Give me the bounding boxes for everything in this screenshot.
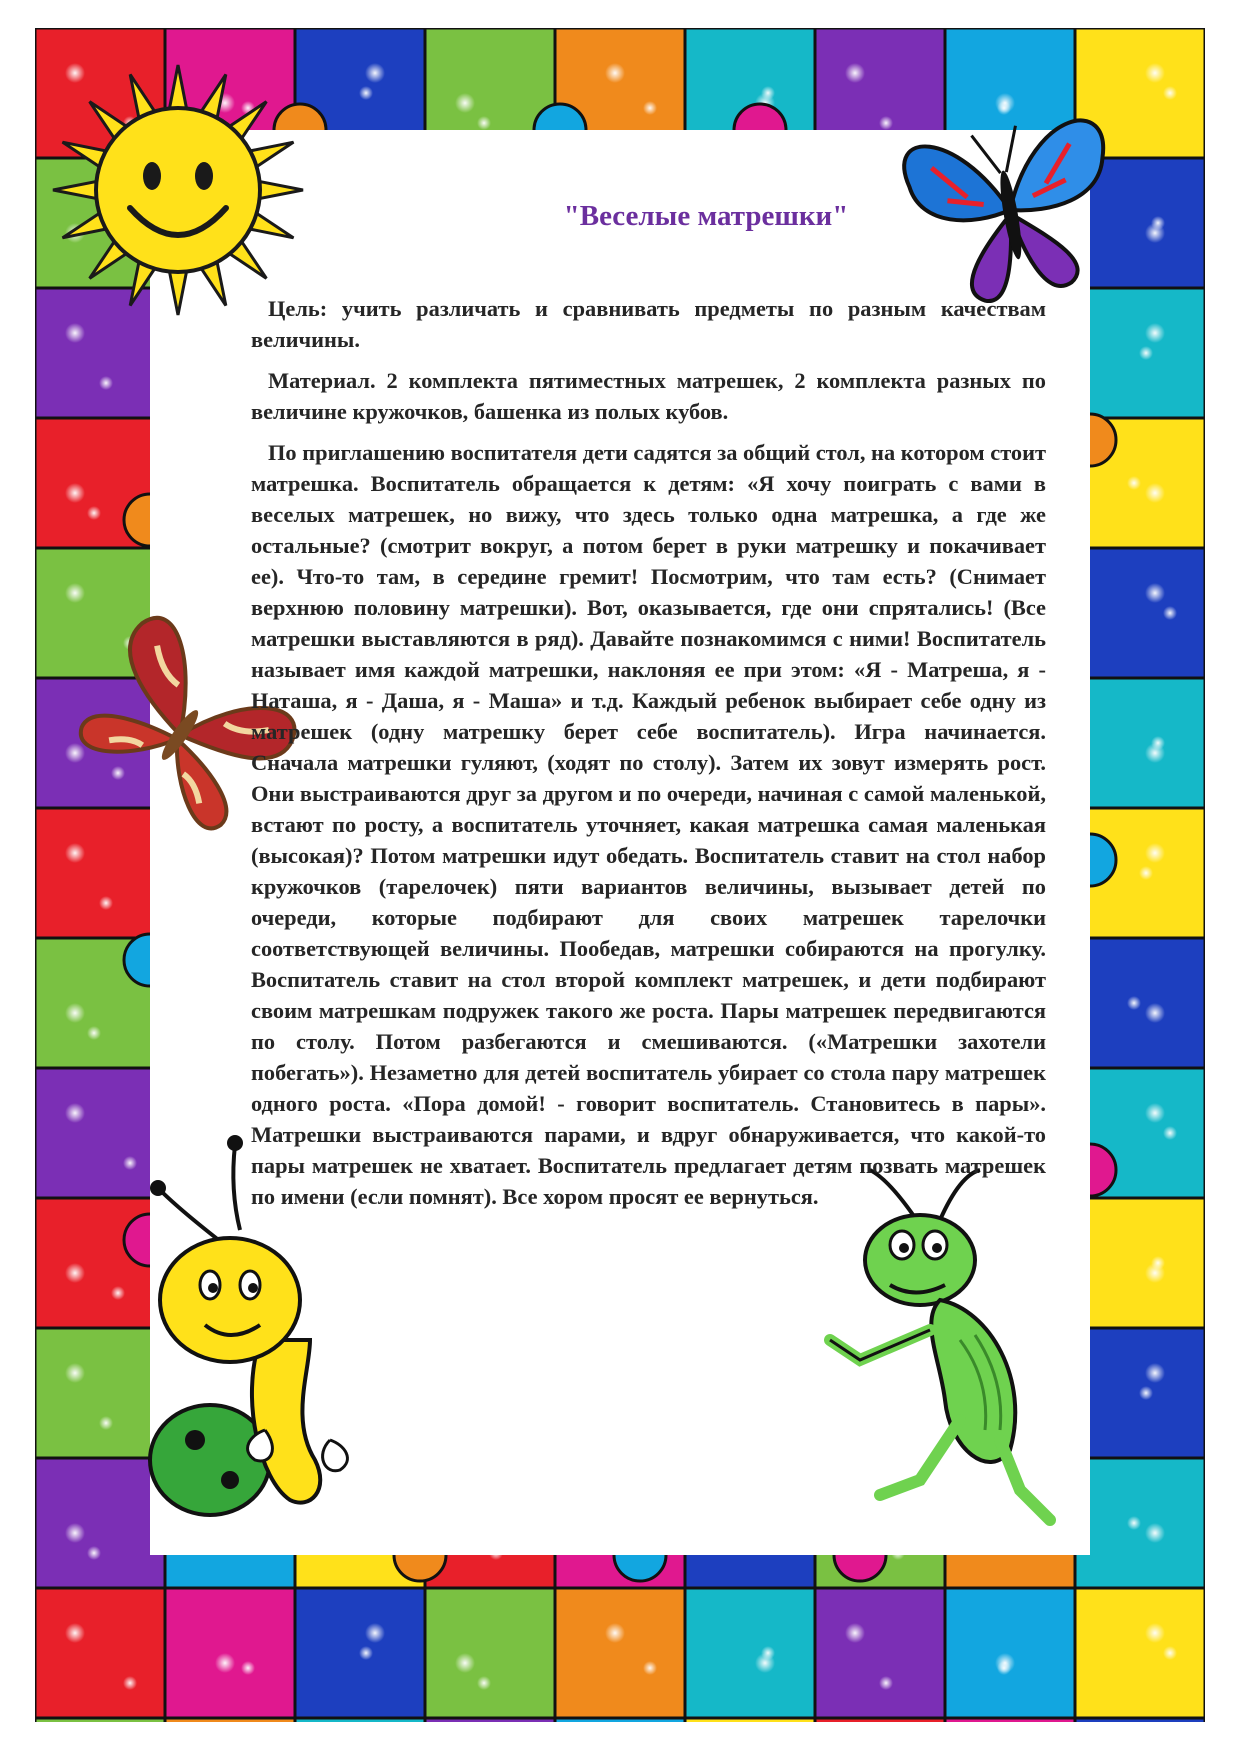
goal-paragraph: Цель: учить различать и сравнивать предметы по разным качествам величины. <box>251 296 1046 352</box>
document-content <box>251 200 1046 1222</box>
page-title: "Веселые матрешки" <box>563 200 849 232</box>
game-description-paragraph: По приглашению воспитателя дети садятся за общий стол, на котором стоит матрешка. Воспитатель обращается к детям: «Я хочу поиграть с вами в веселых матрешек, но вижу, что здесь только одна матрешка, а где же остальные? (смотрит вокруг, а потом берет в руки матрешку и покачивает ее). Что-то там, в середине гремит! Посмотрим, что там есть? (Снимает верхнюю половину матрешки). Вот, оказывается, где они спрятались! (Все матрешки выставляются в ряд). Давайте познакомимся с ними! Воспитатель называет имя каждой матрешки, наклоняя ее при этом: «Я - Матреша, я - Наташа, я - Даша, я - Маша» и т.д. Каждый ребенок выбирает себе одну из матрешек (одну матрешку берет себе воспитатель). Игра начинается. Сначала матрешки гуляют, (ходят по столу). Затем их зовут измерять рост. Они выстраиваются друг за другом и по очереди, начиная с самой маленькой, встают по росту, а воспитатель уточняет, какая матрешка самая маленькая (высокая)? Потом матрешки идут обедать. Воспитатель ставит на стол набор кружочков (тарелочек) пяти вариантов величины, вызывает детей по очереди, которые подбирают для своих матрешек тарелочки соответствующей величины. Пообедав, матрешки собираются на прогулку. Воспитатель ставит на стол второй комплект матрешек, и дети подбирают своим матрешкам подружек такого же роста. Пары матрешек передвигаются по столу. Потом разбегаются и смешиваются. («Матрешки захотели побегать»). Незаметно для детей воспитатель убирает со стола пару матрешек одного роста. «Пора домой! - говорит воспитатель. Становитесь в пары». Матрешки выстраиваются парами, и вдруг обнаруживается, что какой-то пары матрешек не хватает. Воспитатель предлагает детям позвать матрешек по имени (если помнят). Все хором просят ее вернуться. <box>251 440 1046 1209</box>
materials-paragraph: Материал. 2 комплекта пятиместных матрешек, 2 комплекта разных по величине кружочков, башенка из полых кубов. <box>251 368 1046 424</box>
